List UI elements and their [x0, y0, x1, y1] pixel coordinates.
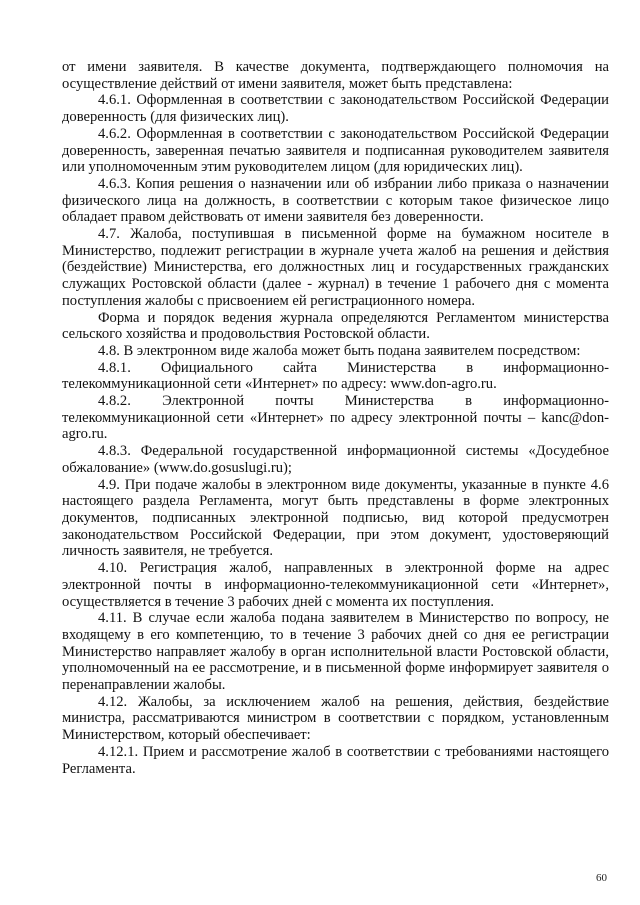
- paragraph-4-12: 4.12. Жалобы, за исключением жалоб на решения, действия, бездействие министра, рассматриваются министром в соответствии с порядком, установленным Министерством, который обеспечивает:: [62, 693, 609, 744]
- paragraph-4-6-2: 4.6.2. Оформленная в соответствии с законодательством Российской Федерации доверенность, заверенная печатью заявителя и подписанная руководителем заявителя или уполномоченным этим руководителем лицом (для юридических лиц).: [62, 125, 609, 176]
- paragraph-4-6-1: 4.6.1. Оформленная в соответствии с законодательством Российской Федерации доверенность (для физических лиц).: [62, 92, 609, 126]
- paragraph-4-8: 4.8. В электронном виде жалоба может быть подана заявителем посредством:: [98, 342, 581, 359]
- paragraph-4-6-3: 4.6.3. Копия решения о назначении или об избрании либо приказа о назначении физического лица на должность, в соответствии с которым такое физическое лицо обладает правом действовать от имени заявителя без доверенности.: [62, 175, 609, 226]
- paragraph-4-8-1: 4.8.1. Официального сайта Министерства в информационно-телекоммуникационной сети «Интернет» по адресу: www.don-agro.ru.: [62, 359, 609, 393]
- paragraph-4-10: 4.10. Регистрация жалоб, направленных в электронной форме на адрес электронной почты в информационно-телекоммуникационной сети «Интернет», осуществляется в течение 3 рабочих дней с момента их поступления.: [62, 560, 609, 610]
- paragraph-journal: Форма и порядок ведения журнала определяются Регламентом министерства сельского хозяйства и продовольствия Ростовской области.: [62, 309, 609, 343]
- paragraph-4-7: 4.7. Жалоба, поступившая в письменной форме на бумажном носителе в Министерство, подлежит регистрации в журнале учета жалоб на решения и действия (бездействие) Министерства, его должностных лиц и государственных гражданских служащих Ростовской области (далее - журнал) в течение 1 рабочего дня с момента поступления жалобы с присвоением ей регистрационного номера.: [62, 226, 609, 309]
- paragraph-4-12-1: 4.12.1. Прием и рассмотрение жалоб в соответствии с требованиями настоящего Регламента.: [62, 743, 609, 777]
- paragraph-4-9: 4.9. При подаче жалобы в электронном виде документы, указанные в пункте 4.6 настоящего раздела Регламента, могут быть представлены в форме электронных документов, подписанных электронной подписью, вид которой предусмотрен законодательством Российской Федерации, при этом документ, удостоверяющий личность заявителя, не требуется.: [62, 476, 609, 560]
- body-text: [62, 59, 609, 777]
- paragraph-4-11: 4.11. В случае если жалоба подана заявителем в Министерство по вопросу, не входящему в его компетенцию, то в течение 3 рабочих дней со дня ее регистрации Министерство направляет жалобу в орган исполнительной власти Ростовской области, уполномоченный на ее рассмотрение, и в письменной форме информирует заявителя о перенаправлении жалобы.: [62, 610, 609, 694]
- paragraph-4-8-3: 4.8.3. Федеральной государственной информационной системы «Досудебное обжалование» (www.do.gosuslugi.ru);: [62, 443, 609, 476]
- page-number: 60: [596, 872, 607, 884]
- paragraph-4-8-2: 4.8.2. Электронной почты Министерства в информационно-телекоммуникационной сети «Интернет» по адресу электронной почты – kanc@don-agro.ru.: [62, 393, 609, 443]
- paragraph-continued: от имени заявителя. В качестве документа, подтверждающего полномочия на осуществление действий от имени заявителя, может быть представлена:: [62, 59, 609, 92]
